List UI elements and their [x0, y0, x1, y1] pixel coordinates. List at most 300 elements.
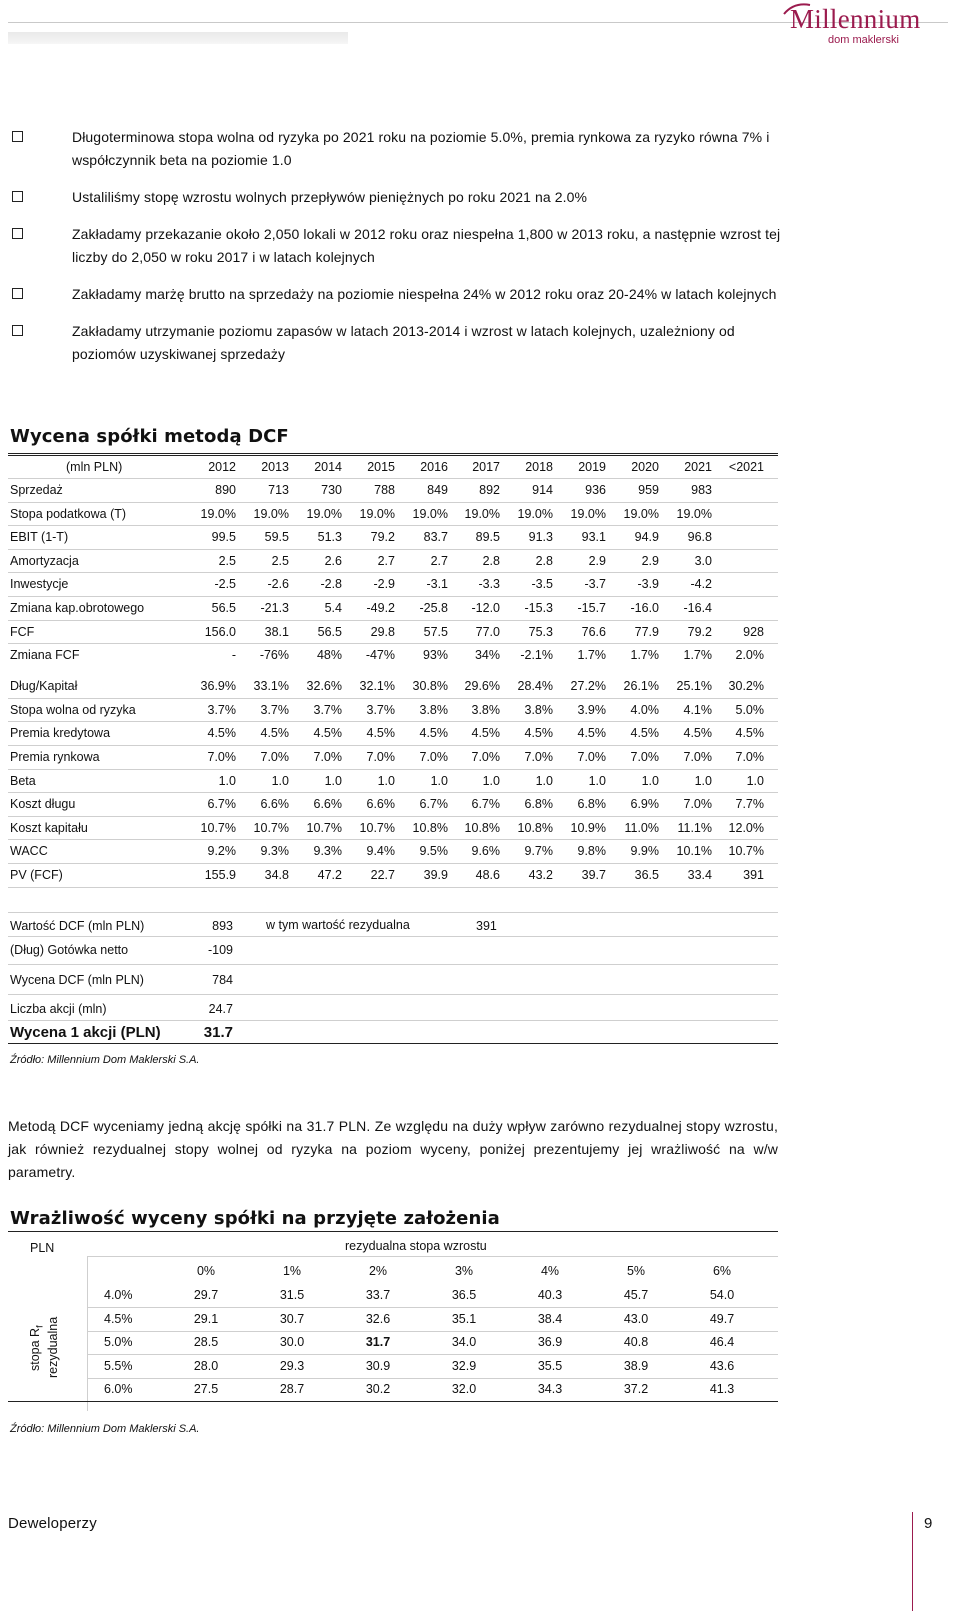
table-row [8, 746, 778, 770]
table-cell: 33.1% [253, 679, 289, 694]
table-cell: -4.2 [690, 577, 712, 592]
sens-cell: 38.9 [623, 1358, 649, 1373]
table-cell: 96.8 [687, 530, 712, 545]
table-cell: 10.7% [359, 820, 395, 835]
summary-rule [8, 912, 778, 913]
table-cell: 1.0 [430, 773, 448, 788]
table-cell: 19.0% [676, 506, 712, 521]
table-cell: 1.0 [271, 773, 289, 788]
sens-cell: 33.7 [365, 1288, 391, 1302]
table-cell: 890 [215, 483, 236, 497]
residual-value: 391 [476, 919, 497, 933]
table-row [8, 770, 778, 794]
table-cell: 7.0% [471, 749, 500, 764]
table-cell: 94.9 [634, 530, 659, 545]
table-cell: 9.2% [207, 844, 236, 859]
table-cell: 10.7% [200, 820, 236, 835]
table-cell: 3.8% [524, 702, 553, 717]
sensitivity-table [8, 1236, 778, 1411]
sens-col-label: 0% [196, 1264, 216, 1278]
table-row [8, 503, 778, 527]
table-cell: 391 [743, 867, 764, 882]
table-cell: -3.5 [531, 577, 553, 592]
sens-cell: 40.3 [537, 1288, 563, 1302]
table-cell: 48.6 [475, 867, 500, 882]
sens-cell: 28.7 [279, 1382, 305, 1396]
table-cell: -3.1 [426, 577, 448, 592]
valuation-label: Wycena DCF (mln PLN) [10, 973, 144, 987]
table-cell: 32.1% [359, 679, 395, 694]
table-cell: 29.8 [370, 624, 395, 639]
sens-source: Źródło: Millennium Dom Maklerski S.A. [10, 1423, 200, 1435]
table-cell: 51.3 [317, 530, 342, 545]
table-cell: -3.7 [584, 577, 606, 592]
checkbox-square-icon [12, 288, 23, 299]
row-label: Premia rynkowa [10, 749, 100, 764]
sens-cell: 34.0 [451, 1335, 477, 1349]
sens-col-label: 6% [712, 1264, 732, 1278]
table-cell: 6.8% [577, 797, 606, 812]
year-header: 2021 [684, 460, 712, 474]
table-cell: 2.7 [377, 553, 395, 568]
table-cell: 1.0 [482, 773, 500, 788]
row-label: Dług/Kapitał [10, 679, 78, 694]
table-cell: 4.5% [577, 726, 606, 741]
dcf-top-rule [8, 453, 778, 454]
table-cell: 3.7% [207, 702, 236, 717]
sens-cell: 43.0 [623, 1311, 649, 1326]
table-cell: 9.7% [524, 844, 553, 859]
table-cell: 7.0% [260, 749, 289, 764]
table-cell: -16.4 [683, 600, 712, 615]
table-cell: 6.7% [207, 797, 236, 812]
table-header-row [8, 456, 778, 479]
dcf-value: 893 [212, 919, 233, 933]
sens-top-rule [8, 1231, 778, 1232]
table-cell: 914 [532, 483, 553, 497]
table-cell: 1.0 [377, 773, 395, 788]
sensitivity-title: Wrażliwość wyceny spółki na przyjęte założenia [10, 1208, 500, 1229]
table-cell: 4.5% [366, 726, 395, 741]
net-cash-label: (Dług) Gotówka netto [10, 943, 129, 957]
table-cell: 36.9% [200, 679, 236, 694]
table-cell: 4.1% [683, 702, 712, 717]
row-label: Amortyzacja [10, 553, 79, 568]
sens-cell: 32.0 [451, 1382, 477, 1396]
sens-cell: 41.3 [709, 1382, 735, 1396]
table-cell: 30.8% [412, 679, 448, 694]
row-label: Sprzedaż [10, 483, 63, 497]
sens-cell: 31.7 [365, 1335, 391, 1349]
table-cell: 93.1 [581, 530, 606, 545]
table-cell: -15.3 [524, 600, 553, 615]
year-header: 2013 [261, 460, 289, 474]
table-cell: 34% [474, 648, 500, 663]
table-cell: 22.7 [370, 867, 395, 882]
table-cell: -25.8 [419, 600, 448, 615]
sens-cell: 40.8 [623, 1335, 649, 1349]
residual-label: w tym wartość rezydualna [266, 918, 410, 932]
table-cell: 730 [321, 483, 342, 497]
sens-cell: 28.5 [193, 1335, 219, 1349]
row-label: Koszt długu [10, 797, 76, 812]
table-cell: 6.7% [419, 797, 448, 812]
dcf-value-label: Wartość DCF (mln PLN) [10, 919, 145, 933]
assumptions-list [10, 126, 790, 366]
sens-cell: 35.1 [451, 1311, 477, 1326]
sens-cell: 46.4 [709, 1335, 735, 1349]
sens-cell: 30.7 [279, 1311, 305, 1326]
table-cell: -76% [259, 648, 289, 663]
table-cell: 849 [427, 483, 448, 497]
table-row [8, 597, 778, 621]
table-cell: 5.4 [324, 600, 342, 615]
table-cell: 77.0 [475, 624, 500, 639]
table-cell: -21.3 [260, 600, 289, 615]
list-item: Zakładamy przekazanie około 2,050 lokali w 2012 roku oraz niespełna 1,800 w 2013 roku, a następnie wzrost tej liczby do 2,050 w roku 2017 i w latach kolejnych [10, 223, 790, 269]
table-cell: 1.0 [535, 773, 553, 788]
table-cell: 6.6% [313, 797, 342, 812]
table-cell: 59.5 [264, 530, 289, 545]
table-cell: 25.1% [676, 679, 712, 694]
table-cell: 713 [268, 483, 289, 497]
shares-value: 24.7 [208, 1002, 233, 1016]
table-cell: 10.8% [412, 820, 448, 835]
table-cell: 2.0% [735, 648, 764, 663]
table-cell: 1.0 [588, 773, 606, 788]
table-cell: 1.7% [683, 648, 712, 663]
table-cell: 83.7 [423, 530, 448, 545]
table-cell: 2.8 [535, 553, 553, 568]
table-cell: -3.9 [637, 577, 659, 592]
table-cell: 2.9 [641, 553, 659, 568]
table-cell: 2.5 [218, 553, 236, 568]
per-share-label: Wycena 1 akcji (PLN) [10, 1024, 161, 1041]
table-cell: 26.1% [623, 679, 659, 694]
list-item: Długoterminowa stopa wolna od ryzyka po 2021 roku na poziomie 5.0%, premia rynkowa za ryzyko równa 7% i współczynnik beta na poziomie 1.0 [10, 126, 790, 172]
year-header: 2014 [314, 460, 342, 474]
row-label: Stopa podatkowa (T) [10, 506, 127, 521]
dcf-source: Źródło: Millennium Dom Maklerski S.A. [10, 1054, 200, 1066]
table-cell: 3.7% [313, 702, 342, 717]
year-header: 2018 [525, 460, 553, 474]
table-cell: 4.5% [630, 726, 659, 741]
row-label: FCF [10, 624, 35, 639]
sens-cell: 29.3 [279, 1358, 305, 1373]
sens-row-rule [88, 1331, 778, 1332]
per-share-value: 31.7 [203, 1024, 233, 1041]
table-cell: 29.6% [464, 679, 500, 694]
table-cell: 6.8% [524, 797, 553, 812]
sens-cell: 28.0 [193, 1358, 219, 1373]
sens-cell: 38.4 [537, 1311, 563, 1326]
table-cell: 9.5% [419, 844, 448, 859]
table-cell: 10.8% [517, 820, 553, 835]
sens-row-rule [88, 1354, 778, 1355]
table-cell: 6.6% [260, 797, 289, 812]
sens-cell: 36.9 [537, 1335, 563, 1349]
table-cell: 28.4% [517, 679, 553, 694]
table-cell: 19.0% [200, 506, 236, 521]
table-cell: 30.2% [728, 679, 764, 694]
table-cell: 9.8% [577, 844, 606, 859]
table-cell: -15.7 [577, 600, 606, 615]
table-row [8, 675, 778, 699]
table-row [8, 793, 778, 817]
page-number: 9 [924, 1515, 933, 1532]
summary-rule [8, 936, 778, 937]
table-cell: 1.0 [746, 773, 764, 788]
list-item: Zakładamy marżę brutto na sprzedaży na poziomie niespełna 24% w 2012 roku oraz 20-24% w latach kolejnych [10, 283, 790, 306]
sens-cell: 27.5 [193, 1382, 219, 1396]
table-cell: 19.0% [517, 506, 553, 521]
table-cell: 7.0% [577, 749, 606, 764]
sens-row-rule [8, 1401, 778, 1402]
shares-label: Liczba akcji (mln) [10, 1002, 107, 1016]
sens-cell: 32.9 [451, 1358, 477, 1373]
table-cell: 56.5 [317, 624, 342, 639]
table-cell: 4.5% [260, 726, 289, 741]
table-cell: 7.0% [683, 749, 712, 764]
table-cell: 928 [743, 624, 764, 639]
list-item: Zakładamy utrzymanie poziomu zapasów w latach 2013-2014 i wzrost w latach kolejnych, uzależniony od poziomów uzyskiwanej sprzedaży [10, 320, 790, 366]
table-row [8, 644, 778, 675]
sens-cell: 30.2 [365, 1382, 391, 1396]
sens-col-label: 1% [282, 1264, 302, 1278]
table-cell: 27.2% [570, 679, 606, 694]
table-cell: 2.8 [482, 553, 500, 568]
table-cell: 39.7 [581, 867, 606, 882]
table-cell: 9.3% [313, 844, 342, 859]
checkbox-square-icon [12, 131, 23, 142]
table-row [8, 864, 778, 888]
table-row [8, 699, 778, 723]
table-row [8, 621, 778, 645]
table-cell: 7.7% [735, 797, 764, 812]
table-cell: 1.7% [630, 648, 659, 663]
table-cell: 2.7 [430, 553, 448, 568]
table-cell: 4.0% [630, 702, 659, 717]
table-cell: 3.9% [577, 702, 606, 717]
table-cell: 38.1 [264, 624, 289, 639]
table-cell: 2.5 [271, 553, 289, 568]
table-cell: 3.7% [366, 702, 395, 717]
sens-cell: 29.7 [193, 1288, 219, 1302]
table-row [8, 573, 778, 597]
table-row [8, 526, 778, 550]
sens-row-rule [88, 1378, 778, 1379]
table-cell: 1.0 [694, 773, 712, 788]
table-cell: -2.5 [214, 577, 236, 592]
row-label: Koszt kapitału [10, 820, 88, 835]
checkbox-square-icon [12, 325, 23, 336]
valuation-value: 784 [212, 973, 233, 987]
table-cell: 4.5% [207, 726, 236, 741]
table-cell: 10.8% [464, 820, 500, 835]
table-cell: 4.5% [683, 726, 712, 741]
table-cell: 19.0% [253, 506, 289, 521]
table-cell: 5.0% [735, 702, 764, 717]
sens-row-label: 5.5% [104, 1358, 133, 1373]
table-cell: 10.9% [570, 820, 606, 835]
table-cell: -2.1% [520, 648, 553, 663]
table-cell: 19.0% [570, 506, 606, 521]
table-cell: 3.8% [419, 702, 448, 717]
summary-rule [8, 964, 778, 965]
table-cell: 79.2 [687, 624, 712, 639]
table-cell: 79.2 [370, 530, 395, 545]
table-cell: 19.0% [359, 506, 395, 521]
table-cell: 9.3% [260, 844, 289, 859]
sens-cell: 54.0 [709, 1288, 735, 1302]
table-cell: 3.0 [694, 553, 712, 568]
table-cell: 1.0 [324, 773, 342, 788]
year-header: <2021 [728, 460, 764, 474]
row-label: Beta [10, 773, 36, 788]
logo-subtitle: dom maklerski [828, 34, 899, 46]
sens-header-rule [88, 1256, 778, 1257]
year-header: 2020 [631, 460, 659, 474]
sens-cell: 29.1 [193, 1311, 219, 1326]
sens-row-header: stopa $R_f$ [28, 1325, 45, 1371]
table-cell: 99.5 [211, 530, 236, 545]
table-cell: 9.9% [630, 844, 659, 859]
table-cell: 1.0 [218, 773, 236, 788]
table-cell: 10.7% [728, 844, 764, 859]
row-label: EBIT (1-T) [10, 530, 69, 545]
list-item: Ustaliliśmy stopę wzrostu wolnych przepływów pieniężnych po roku 2021 na 2.0% [10, 186, 790, 209]
row-label: WACC [10, 844, 48, 859]
header-shade [8, 32, 348, 44]
sens-cell: 49.7 [709, 1311, 735, 1326]
table-cell: 19.0% [412, 506, 448, 521]
logo-name: Millennium [790, 4, 921, 34]
table-row [8, 722, 778, 746]
unit-label: (mln PLN) [66, 460, 123, 474]
sens-col-label: 4% [540, 1264, 560, 1278]
sens-cell: 31.5 [279, 1288, 305, 1302]
table-cell: 9.4% [366, 844, 395, 859]
table-cell: 34.8 [264, 867, 289, 882]
checkbox-square-icon [12, 191, 23, 202]
table-cell: 10.7% [306, 820, 342, 835]
checkbox-square-icon [12, 228, 23, 239]
table-cell: 36.5 [634, 867, 659, 882]
sens-cell: 37.2 [623, 1382, 649, 1396]
table-cell: 4.5% [419, 726, 448, 741]
row-label: Inwestycje [10, 577, 69, 592]
table-cell: 7.0% [207, 749, 236, 764]
table-cell: 11.1% [677, 820, 712, 835]
valuation-paragraph: Metodą DCF wyceniamy jedną akcję spółki na 31.7 PLN. Ze względu na duży wpływ zarówno rezydualnej stopy wzrostu, jak również rezydualnej stopy wolnej od ryzyka na poziom wyceny, poniżej prezentujemy jej wrażliwość na w/w parametry. [8, 1118, 778, 1180]
table-cell: 19.0% [464, 506, 500, 521]
sens-vertical-rule [87, 1256, 88, 1411]
sens-col-label: 5% [626, 1264, 646, 1278]
year-header: 2019 [578, 460, 606, 474]
table-cell: 7.0% [630, 749, 659, 764]
sens-row-label: 6.0% [104, 1382, 133, 1396]
dcf-table [8, 456, 778, 888]
sens-cell: 45.7 [623, 1288, 649, 1302]
year-header: 2012 [208, 460, 236, 474]
sens-cell: 36.5 [451, 1288, 477, 1302]
table-cell: 7.0% [524, 749, 553, 764]
table-cell: 91.3 [528, 530, 553, 545]
table-cell: 10.7% [253, 820, 289, 835]
sens-row-label: 5.0% [104, 1335, 133, 1349]
table-cell: 39.9 [423, 867, 448, 882]
table-cell: 155.9 [204, 867, 236, 882]
sens-col-header: rezydualna stopa wzrostu [345, 1239, 487, 1253]
table-cell: -12.0 [471, 600, 500, 615]
table-cell: 56.5 [211, 600, 236, 615]
table-cell: 1.0 [641, 773, 659, 788]
row-label: PV (FCF) [10, 867, 63, 882]
sens-unit: PLN [30, 1241, 55, 1255]
summary-rule [8, 1020, 778, 1021]
table-cell: 19.0% [306, 506, 342, 521]
table-cell: 43.2 [528, 867, 553, 882]
table-cell: 4.5% [471, 726, 500, 741]
sens-cell: 43.6 [709, 1358, 735, 1373]
row-label: Premia kredytowa [10, 726, 111, 741]
table-cell: 959 [638, 483, 659, 497]
sens-row-label: 4.5% [104, 1311, 133, 1326]
table-cell: -49.2 [366, 600, 395, 615]
table-cell: 7.0% [366, 749, 395, 764]
summary-rule [8, 994, 778, 995]
sens-cell: 30.0 [279, 1335, 305, 1349]
table-cell: 47.2 [317, 867, 342, 882]
table-cell: 93% [422, 648, 448, 663]
table-cell: - [231, 648, 236, 663]
table-cell: 1.7% [577, 648, 606, 663]
sens-row-label: 4.0% [104, 1288, 133, 1302]
table-cell: 12.0% [728, 820, 764, 835]
table-cell: 4.5% [524, 726, 553, 741]
table-cell: 19.0% [623, 506, 659, 521]
table-cell: 983 [691, 483, 712, 497]
table-cell: -2.6 [267, 577, 289, 592]
row-label: Zmiana kap.obrotowego [10, 600, 145, 615]
table-row [8, 550, 778, 574]
table-cell: 33.4 [687, 867, 712, 882]
table-cell: 892 [479, 483, 500, 497]
table-cell: 6.6% [366, 797, 395, 812]
year-header: 2017 [472, 460, 500, 474]
table-row [8, 817, 778, 841]
table-cell: 3.8% [471, 702, 500, 717]
table-cell: -47% [365, 648, 395, 663]
year-header: 2016 [420, 460, 448, 474]
sens-row-rule [88, 1307, 778, 1308]
table-row [8, 479, 778, 503]
table-cell: 7.0% [419, 749, 448, 764]
table-cell: -2.9 [373, 577, 395, 592]
table-cell: 7.0% [313, 749, 342, 764]
sens-cell: 34.3 [537, 1382, 563, 1396]
table-cell: 4.5% [735, 726, 764, 741]
sens-col-label: 3% [454, 1264, 474, 1278]
table-cell: 6.9% [630, 797, 659, 812]
table-cell: 57.5 [423, 624, 448, 639]
table-cell: 156.0 [204, 624, 236, 639]
row-label: Stopa wolna od ryzyka [10, 702, 136, 717]
table-cell: 2.9 [588, 553, 606, 568]
table-cell: 75.3 [528, 624, 553, 639]
sens-cell: 32.6 [365, 1311, 391, 1326]
net-cash-value: -109 [207, 943, 233, 957]
